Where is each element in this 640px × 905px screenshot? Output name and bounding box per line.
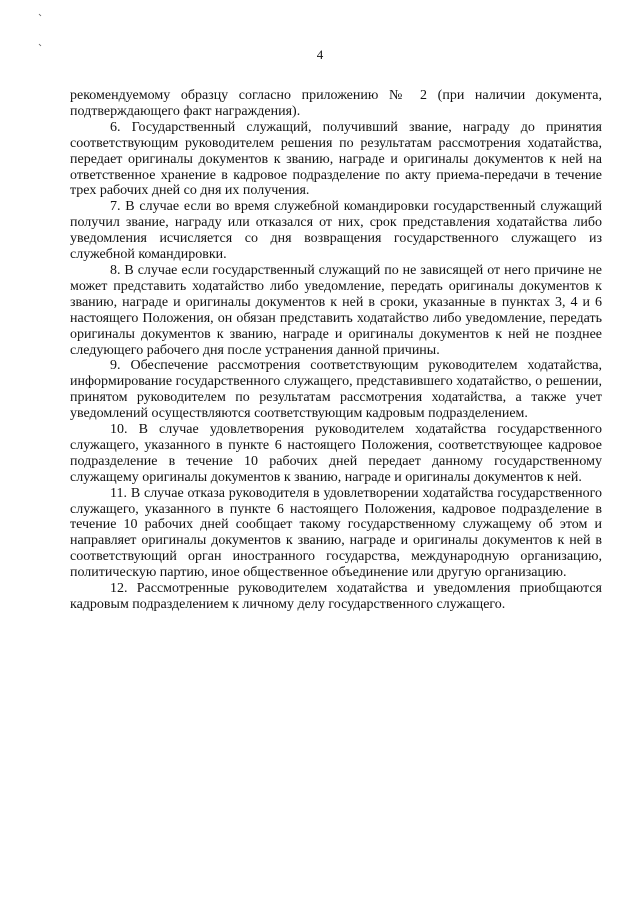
paragraph-continuation: рекомендуемому образцу согласно приложению № 2 (при наличии документа, подтверждающего факт награждения).: [70, 88, 602, 119]
paragraph-7: 7. В случае если во время служебной командировки государственный служащий получил звание, награду или отказался от них, срок представления ходатайства либо уведомления исчисляется со дня возвращения государственного служащего из служебной командировки.: [70, 199, 602, 263]
scan-mark: [38, 10, 44, 50]
paragraph-12: 12. Рассмотренные руководителем ходатайства и уведомления приобщаются кадровым подразделением к личному делу государственного служащего.: [70, 581, 602, 612]
paragraph-8: 8. В случае если государственный служащий по не зависящей от него причине не может представить ходатайство либо уведомление, передать оригиналы документов к званию, награде и оригиналы документов к ней в сроки, указанные в пунктах 3, 4 и 6 настоящего Положения, он обязан представить ходатайство либо уведомление, передать оригиналы документов к званию, награде и оригиналы документов к ней не позднее следующего рабочего дня после устранения данной причины.: [70, 262, 602, 358]
paragraph-9: 9. Обеспечение рассмотрения соответствующим руководителем ходатайства, информирование государственного служащего, представившего ходатайство, о решении, принятом руководителем по результатам рассмотрения ходатайства, а также учет уведомлений осуществляются соответствующим кадровым подразделением.: [70, 358, 602, 422]
paragraph-6: 6. Государственный служащий, получивший звание, награду до принятия соответствующим руководителем решения по результатам рассмотрения ходатайства, передает оригиналы документов к званию, награде и оригиналы документов к ней на ответственное хранение в кадровое подразделение по акту приема-передачи в течение трех рабочих дней со дня их получения.: [70, 119, 602, 199]
paragraph-10: 10. В случае удовлетворения руководителем ходатайства государственного служащего, указанного в пункте 6 настоящего Положения, соответствующее кадровое подразделение в течение 10 рабочих дней передает данному государственному служащему оригиналы документов к званию, награде и оригиналы документов к ней.: [70, 422, 602, 485]
paragraph-11: 11. В случае отказа руководителя в удовлетворении ходатайства государственного служащего, указанного в пункте 6 настоящего Положения, кадровое подразделение в течение 10 рабочих дней сообщает такому государственному служащему об этом и направляет оригиналы документов к званию, награде и оригиналы документов к ней в соответствующий орган иностранного государства, международную организацию, политическую партию, иное общественное объединение или другую организацию.: [70, 485, 602, 581]
page-number: 4: [316, 47, 324, 62]
document-body: [70, 88, 602, 613]
